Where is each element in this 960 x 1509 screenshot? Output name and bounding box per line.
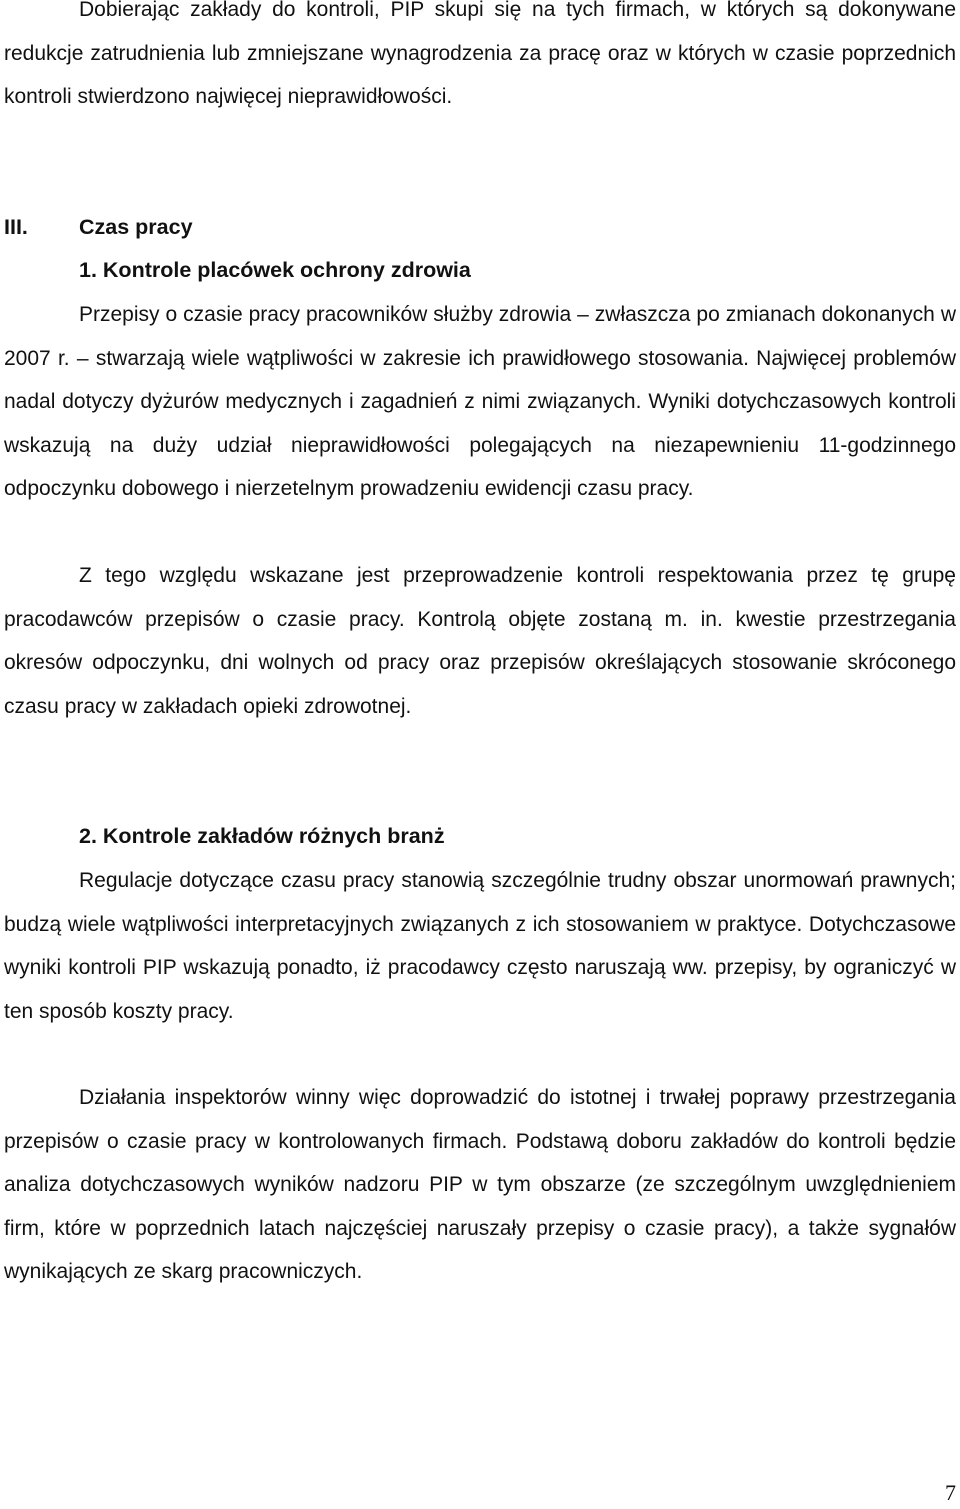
subsection-2-paragraph-2: Działania inspektorów winny więc doprowadzić do istotnej i trwałej poprawy przestrzegania przepisów o czasie pracy w kontrolowanych firmach. Podstawą doboru zakładów do kontroli będzie analiza dotychczasowych wyników nadzoru PIP w tym obszarze (ze szczególnym uwzględnieniem firm, które w poprzednich latach najczęściej naruszały przepisy o czasie pracy), a także sygnałów wynikających ze skarg pracowniczych. [4, 1086, 956, 1284]
section-title: Czas pracy [79, 215, 193, 239]
subsection-heading-1: 1. Kontrole placówek ochrony zdrowia [79, 258, 471, 282]
section-number: III. [4, 215, 28, 239]
subsection-2-paragraph-1: Regulacje dotyczące czasu pracy stanowią szczególnie trudny obszar unormowań prawnych; budzą wiele wątpliwości interpretacyjnych związanych z ich stosowaniem w praktyce. Dotychczasowe wyniki kontroli PIP wskazują ponadto, iż pracodawcy często naruszają ww. przepisy, by ograniczyć w ten sposób koszty pracy. [4, 869, 956, 1023]
page-number: 7 [945, 1480, 956, 1505]
subsection-1-paragraph-2: Z tego względu wskazane jest przeprowadzenie kontroli respektowania przez tę grupę pracodawców przepisów o czasie pracy. Kontrolą objęte zostaną m. in. kwestie przestrzegania okresów odpoczynku, dni wolnych od pracy oraz przepisów określających stosowanie skróconego czasu pracy w zakładach opieki zdrowotnej. [4, 564, 956, 718]
subsection-1-paragraph-1: Przepisy o czasie pracy pracowników służby zdrowia – zwłaszcza po zmianach dokonanych w 2007 r. – stwarzają wiele wątpliwości w zakresie ich prawidłowego stosowania. Najwięcej problemów nadal dotyczy dyżurów medycznych i zagadnień z nimi związanych. Wyniki dotychczasowych kontroli wskazują na duży udział nieprawidłowości polegających na niezapewnieniu 11-godzinnego odpoczynku dobowego i nierzetelnym prowadzeniu ewidencji czasu pracy. [4, 303, 956, 501]
section-heading [4, 206, 193, 250]
intro-paragraph: Dobierając zakłady do kontroli, PIP skupi się na tych firmach, w których są dokonywane redukcje zatrudnienia lub zmniejszane wynagrodzenia za pracę oraz w których w czasie poprzednich kontroli stwierdzono najwięcej nieprawidłowości. [4, 0, 956, 109]
subsection-heading-2: 2. Kontrole zakładów różnych branż [79, 824, 445, 848]
